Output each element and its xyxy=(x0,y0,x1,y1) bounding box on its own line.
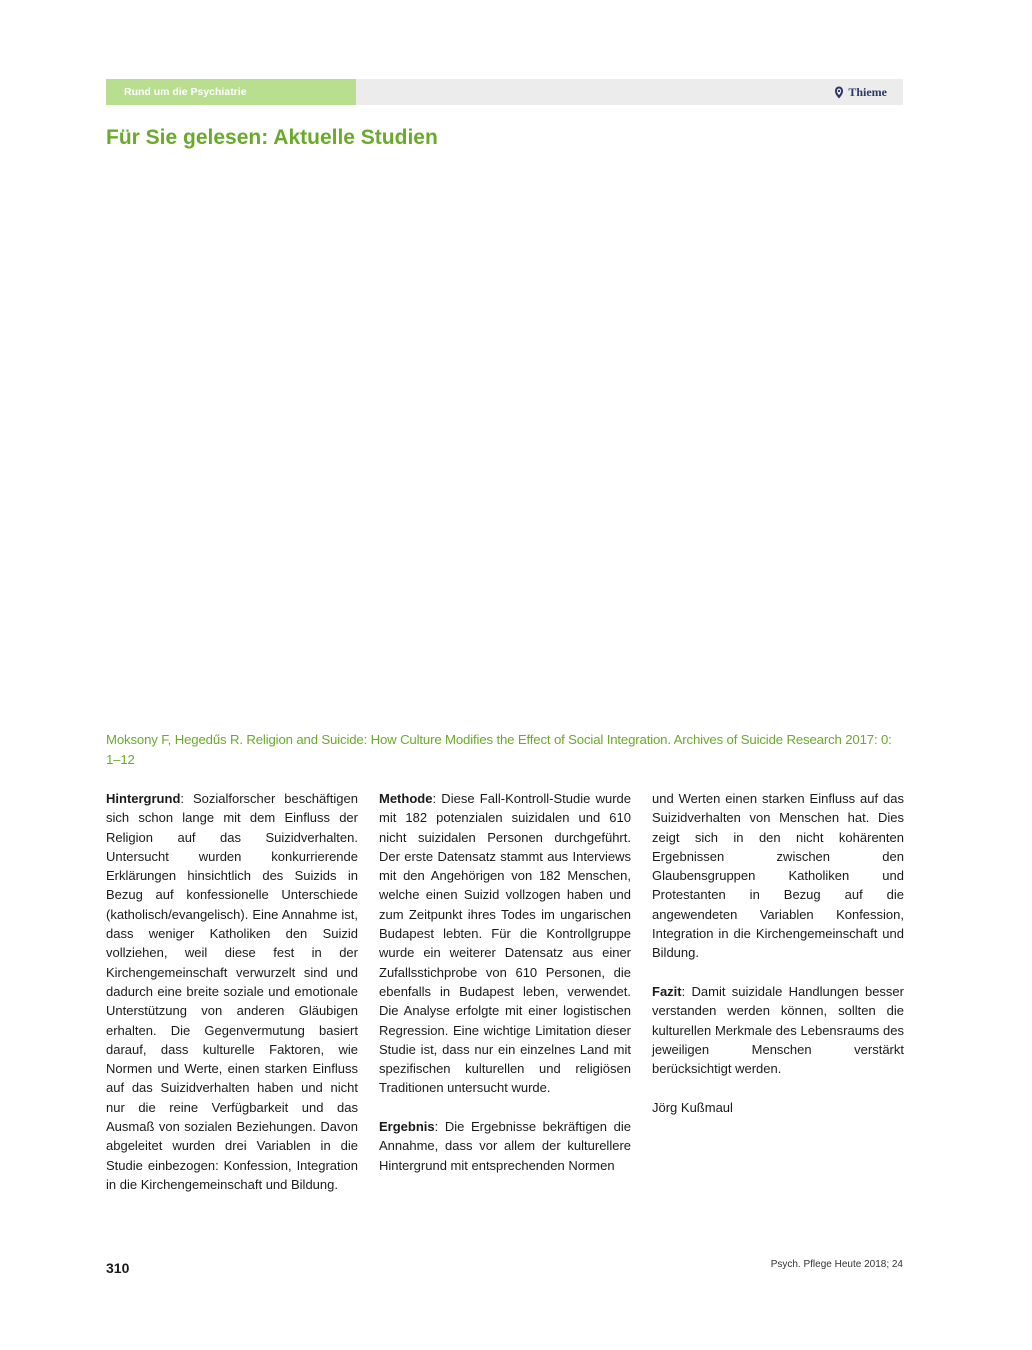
section-ergebnis-continued: und Werten einen starken Einfluss auf das Suizidverhalten von Menschen hat. Dies zeigt sich in den nicht kohärenten Ergebnissen zwischen den Glaubensgruppen Katholiken und Protestanten in Bezug auf die angewendeten Variablen Konfession, Integration in die Kirchengemeinschaft und Bildung. xyxy=(652,791,904,961)
page-number: 310 xyxy=(106,1260,130,1276)
header-bar xyxy=(106,79,903,105)
section-label: Rund um die Psychiatrie xyxy=(106,79,356,105)
section-heading-hintergrund: Hintergrund xyxy=(106,791,181,806)
publisher-name: Thieme xyxy=(848,85,887,99)
study-citation: Moksony F, Hegedűs R. Religion and Suicide: How Culture Modifies the Effect of Social Integration. Archives of Suicide Research 2017: 0: 1–12 xyxy=(106,732,892,767)
author-name: Jörg Kußmaul xyxy=(652,1099,733,1115)
section-ergebnis xyxy=(379,1117,631,1175)
section-heading-fazit: Fazit xyxy=(652,983,682,999)
section-hintergrund xyxy=(106,789,358,1194)
section-fazit xyxy=(652,982,904,1078)
section-heading-methode: Methode xyxy=(379,791,433,806)
section-text-ergebnis: : Die Ergebnisse bekräftigen die Annahme, dass vor allem der kulturellere Hintergrund mit entsprechenden Normen xyxy=(379,1119,631,1173)
thieme-emblem-icon xyxy=(834,86,844,99)
section-text-methode: : Diese Fall-Kontroll-Studie wurde mit 182 potenzialen suizidalen und 610 nicht suizidalen Personen durchgeführt. Der erste Datensatz stammt aus Interviews mit den Angehörigen von 182 Menschen, welche einen Suizid vollzogen haben und zum Zeitpunkt ihres Todes im ungarischen Budapest lebten. Für die Kontrollgruppe wurde ein weiterer Datensatz aus einer Zufallsstichprobe von 610 Personen, die ebenfalls in Budapest leben, verwendet. Die Analyse erfolgte mit einer logistischen Regression. Eine wichtige Limitation dieser Studie ist, dass nur ein einzelnes Land mit spezifischen kulturellen und religiösen Traditionen untersucht wurde. xyxy=(379,791,631,1096)
section-heading-ergebnis: Ergebnis xyxy=(379,1119,435,1135)
column-3 xyxy=(652,789,904,1117)
section-methode xyxy=(379,789,631,1098)
section-text-fazit: : Damit suizidale Handlungen besser verstanden werden können, sollten die kulturellen Merkmale des Lebensraums des jeweiligen Menschen verstärkt berücksichtigt werden. xyxy=(652,983,904,1077)
column-1 xyxy=(106,789,358,1194)
column-2 xyxy=(379,789,631,1175)
section-text-hintergrund: : Sozialforscher beschäftigen sich schon lange mit dem Einfluss der Religion auf das Suizidverhalten. Untersucht wurden konkurrierende Erklärungen hinsichtlich des Suizids in Bezug auf konfessionelle Unterschiede (katholisch/evangelisch). Eine Annahme ist, dass weniger Katholiken den Suizid vollziehen, weil diese fest in der Kirchengemeinschaft verwurzelt sind und dadurch eine breite soziale und emotionale Unterstützung von anderen Gläubigen erhalten. Die Gegenvermutung basiert darauf, dass kulturelle Faktoren, wie Normen und Werte, einen starken Einfluss auf das Suizidverhalten haben und nicht nur die reine Verfügbarkeit und das Ausmaß von sozialen Beziehungen. Davon abgeleitet wurden drei Variablen in die Studie einbezogen: Konfession, Integration in die Kirchengemeinschaft und Bildung. xyxy=(106,791,358,1192)
page-title: Für Sie gelesen: Aktuelle Studien xyxy=(106,126,438,149)
publisher-logo xyxy=(834,79,887,105)
journal-reference: Psych. Pflege Heute 2018; 24 xyxy=(770,1259,903,1270)
